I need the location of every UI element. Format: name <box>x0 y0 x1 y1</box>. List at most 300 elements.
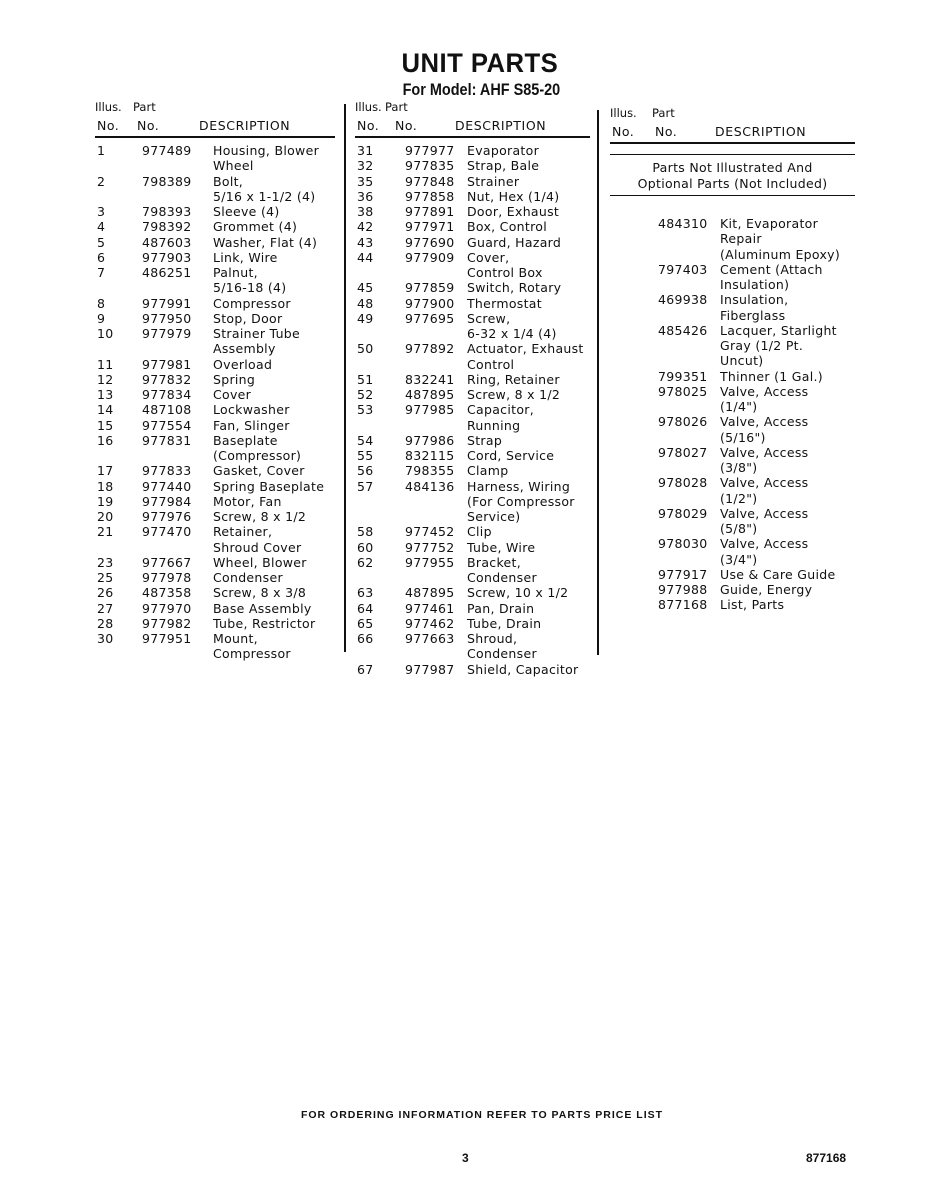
table-row <box>355 174 590 189</box>
description-line: Bracket, <box>467 554 522 570</box>
page-number: 3 <box>462 1151 469 1165</box>
description-line: Thinner (1 Gal.) <box>720 368 823 384</box>
description-line: Condenser <box>467 570 537 585</box>
header-rule <box>610 142 855 144</box>
part-number: 832115 <box>405 448 455 463</box>
table-row <box>95 250 335 265</box>
part-description <box>355 585 590 600</box>
part-number: 977831 <box>142 432 192 448</box>
table-row <box>610 567 855 582</box>
description-line: Motor, Fan <box>213 493 282 509</box>
description-line: Fan, Slinger <box>213 417 290 433</box>
description-line: Compressor <box>213 295 291 311</box>
table-row <box>95 387 335 402</box>
table-row <box>95 265 335 296</box>
part-description <box>95 326 335 357</box>
part-number: 977982 <box>142 615 192 631</box>
illus-number: 58 <box>357 524 374 540</box>
header-part: Part <box>385 100 408 114</box>
table-row <box>95 479 335 494</box>
illus-number: 20 <box>97 509 114 524</box>
description-line: Wheel <box>213 158 254 174</box>
description-line: (5/8") <box>720 521 758 536</box>
table-row <box>355 585 590 600</box>
description-line: Clamp <box>467 463 509 479</box>
part-number: 978029 <box>658 505 708 521</box>
illus-number: 49 <box>357 310 374 326</box>
table-row <box>95 585 335 600</box>
header-illus-no: No. <box>357 118 380 133</box>
part-number: 977979 <box>142 326 192 341</box>
table-row <box>95 204 335 219</box>
part-number: 977891 <box>405 204 455 219</box>
part-description <box>610 216 855 262</box>
part-description <box>610 536 855 567</box>
description-line: (5/16") <box>720 429 766 445</box>
table-header <box>610 106 855 142</box>
table-row <box>610 597 855 612</box>
part-number: 832241 <box>405 371 455 387</box>
description-line: List, Parts <box>720 597 785 613</box>
table-row <box>95 311 335 326</box>
table-row <box>610 216 855 262</box>
header-part: Part <box>652 106 675 120</box>
illus-number: 5 <box>97 234 106 250</box>
part-number: 484136 <box>405 478 455 494</box>
part-number: 487108 <box>142 402 192 418</box>
description-line: (Aluminum Epoxy) <box>720 246 841 262</box>
part-number: 977991 <box>142 295 192 311</box>
illus-number: 55 <box>357 448 374 463</box>
table-row <box>355 662 590 677</box>
description-line: Screw, 8 x 1/2 <box>213 509 307 524</box>
part-description <box>355 280 590 295</box>
illus-number: 48 <box>357 295 374 311</box>
part-description <box>95 555 335 570</box>
description-line: Insulation) <box>720 277 790 292</box>
table-header <box>95 100 335 136</box>
description-line: Overload <box>213 356 273 372</box>
part-number: 977970 <box>142 600 192 616</box>
description-line: Guard, Hazard <box>467 234 562 250</box>
illus-number: 54 <box>357 432 374 448</box>
description-line: Spring <box>213 371 256 387</box>
part-number: 485426 <box>658 322 708 338</box>
description-line: Switch, Rotary <box>467 280 562 296</box>
table-row <box>355 296 590 311</box>
header-part-no: No. <box>655 124 678 139</box>
section-note <box>610 154 855 196</box>
part-description <box>95 402 335 417</box>
description-line: Screw, 8 x 1/2 <box>467 387 561 402</box>
part-number: 977452 <box>405 524 455 540</box>
description-line: Ring, Retainer <box>467 371 560 387</box>
section-note-line: Parts Not Illustrated And <box>652 160 813 175</box>
illus-number: 52 <box>357 387 374 402</box>
part-number: 977950 <box>142 310 192 326</box>
table-row <box>95 463 335 478</box>
table-row <box>610 506 855 537</box>
parts-column-2 <box>355 100 590 677</box>
description-line: 6-32 x 1/4 (4) <box>467 326 557 341</box>
table-row <box>610 369 855 384</box>
table-row <box>95 296 335 311</box>
part-description <box>95 601 335 616</box>
description-line: (Compressor) <box>213 448 302 463</box>
table-header <box>355 100 590 136</box>
illus-number: 16 <box>97 432 114 448</box>
illus-number: 56 <box>357 463 374 479</box>
part-description <box>610 506 855 537</box>
part-description <box>95 585 335 600</box>
header-illus-no: No. <box>97 118 120 133</box>
header-part-no: No. <box>395 118 418 133</box>
part-description <box>610 262 855 293</box>
illus-number: 18 <box>97 478 114 494</box>
description-line: Mount, Compressor <box>213 631 291 662</box>
part-number: 977985 <box>405 402 455 418</box>
illus-number: 57 <box>357 478 374 494</box>
table-row <box>355 219 590 234</box>
illus-number: 31 <box>357 143 374 158</box>
illus-number: 36 <box>357 188 374 204</box>
part-description <box>95 372 335 387</box>
illus-number: 45 <box>357 280 374 296</box>
description-line: Strap, Bale <box>467 158 540 174</box>
part-description <box>95 296 335 311</box>
header-description: DESCRIPTION <box>715 124 807 139</box>
part-description <box>355 662 590 677</box>
part-number: 977554 <box>142 417 192 433</box>
part-number: 798389 <box>142 173 192 189</box>
part-description <box>95 143 335 174</box>
table-row <box>610 414 855 445</box>
part-number: 977833 <box>142 463 192 479</box>
table-row <box>95 235 335 250</box>
part-description <box>610 369 855 384</box>
illus-number: 21 <box>97 524 114 540</box>
parts-column-3 <box>610 100 855 613</box>
illus-number: 7 <box>97 265 106 280</box>
part-description <box>355 158 590 173</box>
table-row <box>95 174 335 205</box>
part-description <box>355 540 590 555</box>
part-number: 487895 <box>405 585 455 601</box>
description-line: Sleeve (4) <box>213 204 280 219</box>
table-row <box>610 536 855 567</box>
illus-number: 8 <box>97 295 106 311</box>
description-line: Washer, Flat (4) <box>213 234 318 250</box>
column-divider <box>344 104 346 652</box>
table-row <box>355 524 590 539</box>
illus-number: 63 <box>357 585 374 601</box>
table-row <box>95 219 335 234</box>
table-row <box>355 433 590 448</box>
description-line: Nut, Hex (1/4) <box>467 188 560 204</box>
section-note-line: Optional Parts (Not Included) <box>637 175 828 191</box>
illus-number: 26 <box>97 585 114 601</box>
description-line: Tube, Restrictor <box>213 615 316 631</box>
table-row <box>610 262 855 293</box>
description-line: Cover <box>213 387 252 402</box>
illus-number: 17 <box>97 463 114 479</box>
table-row <box>355 311 590 342</box>
illus-number: 3 <box>97 204 106 219</box>
description-line: Gray (1/2 Pt. <box>720 338 804 353</box>
description-line: Control Box <box>467 265 543 280</box>
description-line: Use & Care Guide <box>720 566 836 582</box>
description-line: Valve, Access <box>720 444 809 460</box>
illus-number: 53 <box>357 402 374 418</box>
description-line: Valve, Access <box>720 414 809 430</box>
table-row <box>95 616 335 631</box>
table-row <box>355 555 590 586</box>
header-illus: Illus. <box>610 106 637 120</box>
part-number: 977971 <box>405 219 455 235</box>
part-description <box>610 597 855 612</box>
table-row <box>95 357 335 372</box>
description-line: Valve, Access <box>720 505 809 521</box>
table-row <box>355 616 590 631</box>
part-number: 977978 <box>142 570 192 585</box>
description-line: Shroud, Condenser <box>467 631 537 662</box>
part-description <box>355 448 590 463</box>
description-line: Box, Control <box>467 219 547 235</box>
illus-number: 14 <box>97 402 114 418</box>
illus-number: 23 <box>97 554 114 570</box>
part-description <box>95 311 335 326</box>
part-description <box>95 418 335 433</box>
part-description <box>95 250 335 265</box>
description-line: Palnut, <box>213 265 258 280</box>
description-line: (1/4") <box>720 399 758 414</box>
description-line: Harness, Wiring <box>467 478 571 494</box>
part-number: 977986 <box>405 432 455 448</box>
header-part: Part <box>133 100 156 114</box>
part-description <box>355 204 590 219</box>
table-row <box>95 372 335 387</box>
part-description <box>355 235 590 250</box>
description-line: Gasket, Cover <box>213 463 305 479</box>
description-line: Evaporator <box>467 143 540 158</box>
part-number: 978027 <box>658 444 708 460</box>
part-number: 978026 <box>658 414 708 430</box>
table-row <box>355 143 590 158</box>
header-description: DESCRIPTION <box>199 118 291 133</box>
part-number: 977900 <box>405 295 455 311</box>
description-line: Guide, Energy <box>720 582 813 597</box>
part-description <box>355 219 590 234</box>
description-line: Grommet (4) <box>213 219 298 235</box>
table-row <box>95 433 335 464</box>
part-description <box>355 631 590 662</box>
part-number: 977489 <box>142 143 192 158</box>
description-line: Strainer <box>467 173 520 189</box>
description-line: Wheel, Blower <box>213 554 307 570</box>
illus-number: 66 <box>357 631 374 646</box>
table-row <box>95 601 335 616</box>
parts-column-1 <box>95 100 335 662</box>
description-line: Repair <box>720 231 762 247</box>
description-line: Stop, Door <box>213 310 283 326</box>
description-line: Base Assembly <box>213 600 312 616</box>
part-description <box>610 292 855 323</box>
description-line: Valve, Access <box>720 383 809 399</box>
table-row <box>95 555 335 570</box>
part-number: 977984 <box>142 493 192 509</box>
description-line: Bolt, <box>213 173 244 189</box>
illus-number: 4 <box>97 219 106 235</box>
description-line: Baseplate <box>213 432 278 448</box>
description-line: Tube, Wire <box>467 539 536 555</box>
description-line: Capacitor, Running <box>467 402 534 433</box>
part-number: 799351 <box>658 368 708 384</box>
part-number: 977461 <box>405 600 455 616</box>
part-description <box>610 582 855 597</box>
part-description <box>95 479 335 494</box>
part-number: 977834 <box>142 387 192 402</box>
page-title: UNIT PARTS <box>401 48 559 78</box>
description-line: Link, Wire <box>213 249 278 265</box>
part-number: 977695 <box>405 310 455 326</box>
illus-number: 62 <box>357 554 374 570</box>
description-line: Valve, Access <box>720 536 809 552</box>
table-row <box>95 570 335 585</box>
description-line: Screw, 8 x 3/8 <box>213 585 307 601</box>
part-description <box>355 433 590 448</box>
illus-number: 60 <box>357 539 374 555</box>
table-row <box>610 445 855 476</box>
illus-number: 19 <box>97 493 114 509</box>
description-line: Pan, Drain <box>467 600 535 616</box>
part-description <box>95 387 335 402</box>
header-illus: Illus. <box>355 100 382 114</box>
part-number: 977903 <box>142 249 192 265</box>
table-row <box>355 631 590 662</box>
illus-number: 38 <box>357 204 374 219</box>
description-line: Actuator, Exhaust <box>467 341 584 357</box>
table-row <box>355 250 590 281</box>
table-row <box>355 448 590 463</box>
table-row <box>95 402 335 417</box>
table-row <box>355 189 590 204</box>
part-description <box>95 616 335 631</box>
table-row <box>95 631 335 662</box>
part-number: 798393 <box>142 204 192 219</box>
part-description <box>95 204 335 219</box>
part-number: 977752 <box>405 539 455 555</box>
table-row <box>355 341 590 372</box>
description-line: Service) <box>467 509 521 524</box>
description-line: Lacquer, Starlight <box>720 322 837 338</box>
part-number: 977988 <box>658 582 708 597</box>
part-number: 486251 <box>142 265 192 280</box>
part-number: 977951 <box>142 631 192 646</box>
illus-number: 1 <box>97 143 106 158</box>
part-number: 977440 <box>142 478 192 494</box>
part-description <box>95 494 335 509</box>
part-description <box>355 250 590 281</box>
parts-list <box>355 143 590 677</box>
table-row <box>610 292 855 323</box>
part-description <box>355 555 590 586</box>
part-number: 797403 <box>658 261 708 277</box>
description-line: Insulation, <box>720 292 789 308</box>
header-illus-no: No. <box>612 124 635 139</box>
illus-number: 28 <box>97 615 114 631</box>
description-line: Housing, Blower <box>213 143 320 158</box>
illus-number: 35 <box>357 173 374 189</box>
header-description: DESCRIPTION <box>455 118 547 133</box>
illus-number: 32 <box>357 158 374 174</box>
ordering-note: FOR ORDERING INFORMATION REFER TO PARTS PRICE LIST <box>300 1109 664 1121</box>
part-number: 977663 <box>405 631 455 646</box>
part-description <box>95 433 335 464</box>
part-number: 977667 <box>142 554 192 570</box>
table-row <box>95 494 335 509</box>
part-number: 487603 <box>142 234 192 250</box>
part-number: 469938 <box>658 292 708 308</box>
description-line: Cord, Service <box>467 448 555 463</box>
description-line: Screw, <box>467 310 511 326</box>
part-number: 977987 <box>405 661 455 677</box>
part-description <box>355 463 590 478</box>
part-description <box>95 357 335 372</box>
document-number: 877168 <box>806 1151 847 1165</box>
part-description <box>355 402 590 433</box>
description-line: Shroud Cover <box>213 539 302 555</box>
description-line: 5/16-18 (4) <box>213 280 287 296</box>
illus-number: 43 <box>357 234 374 250</box>
part-description <box>355 616 590 631</box>
table-row <box>95 326 335 357</box>
description-line: Door, Exhaust <box>467 204 560 219</box>
part-description <box>95 524 335 555</box>
description-line: Condenser <box>213 570 283 585</box>
table-row <box>95 143 335 174</box>
part-number: 487358 <box>142 585 192 601</box>
description-line: Fiberglass <box>720 307 786 323</box>
part-number: 977955 <box>405 554 455 570</box>
part-description <box>610 475 855 506</box>
table-row <box>355 235 590 250</box>
table-row <box>610 475 855 506</box>
illus-number: 51 <box>357 371 374 387</box>
part-description <box>95 631 335 662</box>
part-description <box>95 463 335 478</box>
part-description <box>355 143 590 158</box>
part-description <box>610 445 855 476</box>
part-number: 877168 <box>658 597 708 613</box>
part-description <box>95 265 335 296</box>
description-line: Lockwasher <box>213 402 290 418</box>
part-description <box>610 323 855 369</box>
table-row <box>355 402 590 433</box>
illus-number: 9 <box>97 310 106 326</box>
table-row <box>355 479 590 525</box>
description-line: Assembly <box>213 341 276 357</box>
part-description <box>95 174 335 205</box>
part-description <box>610 567 855 582</box>
table-row <box>355 601 590 616</box>
part-description <box>355 524 590 539</box>
description-line: Control <box>467 356 515 372</box>
part-description <box>95 509 335 524</box>
illus-number: 50 <box>357 341 374 357</box>
part-number: 978028 <box>658 475 708 491</box>
description-line: (1/2") <box>720 490 758 506</box>
part-number: 977859 <box>405 280 455 296</box>
